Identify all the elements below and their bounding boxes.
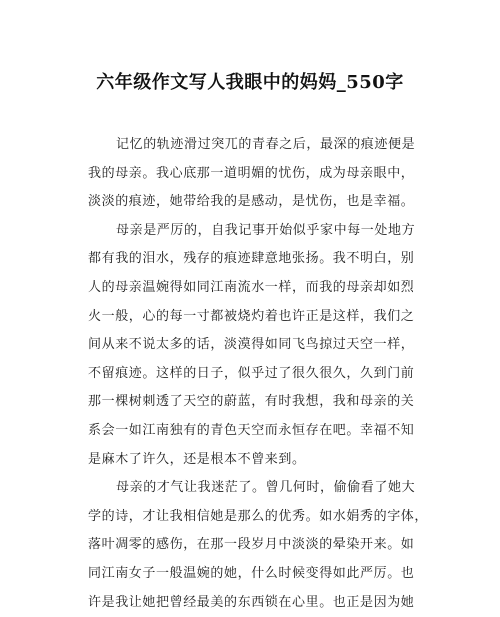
text-line: 许是我让她把曾经最美的东西锁在心里。也正是因为她 xyxy=(88,589,418,617)
document-title: 六年级作文写人我眼中的妈妈_550字 xyxy=(0,68,500,94)
text-line: 不留痕迹。这样的日子，似乎过了很久很久，久到门前 xyxy=(88,360,418,389)
text-line: 系会一如江南独有的青色天空而永恒存在吧。幸福不知 xyxy=(88,417,418,446)
text-line: 同江南女子一般温婉的她，什么时候变得如此严厉。也 xyxy=(88,560,418,589)
text-line: 学的诗，才让我相信她是那么的优秀。如水娟秀的字体， xyxy=(88,503,418,532)
document-body xyxy=(88,131,418,617)
text-line: 人的母亲温婉得如同江南流水一样，而我的母亲却如烈 xyxy=(88,274,418,303)
text-line: 我的母亲。我心底那一道明媚的忧伤，成为母亲眼中， xyxy=(88,160,418,189)
text-line: 火一般，心的每一寸都被烧灼着也许正是这样，我们之 xyxy=(88,303,418,332)
text-line: 那一棵树刺透了天空的蔚蓝，有时我想，我和母亲的关 xyxy=(88,388,418,417)
text-line: 记忆的轨迹滑过突兀的青春之后，最深的痕迹便是 xyxy=(88,131,418,160)
text-line: 淡淡的痕迹，她带给我的是感动，是忧伤，也是幸福。 xyxy=(88,188,418,217)
text-line: 是麻木了许久，还是根本不曾来到。 xyxy=(88,446,418,475)
text-line: 母亲是严厉的，自我记事开始似乎家中每一处地方 xyxy=(88,217,418,246)
text-line: 母亲的才气让我迷茫了。曾几何时，偷偷看了她大 xyxy=(88,474,418,503)
text-line: 间从来不说太多的话，淡漠得如同飞鸟掠过天空一样， xyxy=(88,331,418,360)
text-line: 落叶凋零的感伤，在那一段岁月中淡淡的晕染开来。如 xyxy=(88,531,418,560)
text-line: 都有我的泪水，残存的痕迹肆意地张扬。我不明白，别 xyxy=(88,245,418,274)
